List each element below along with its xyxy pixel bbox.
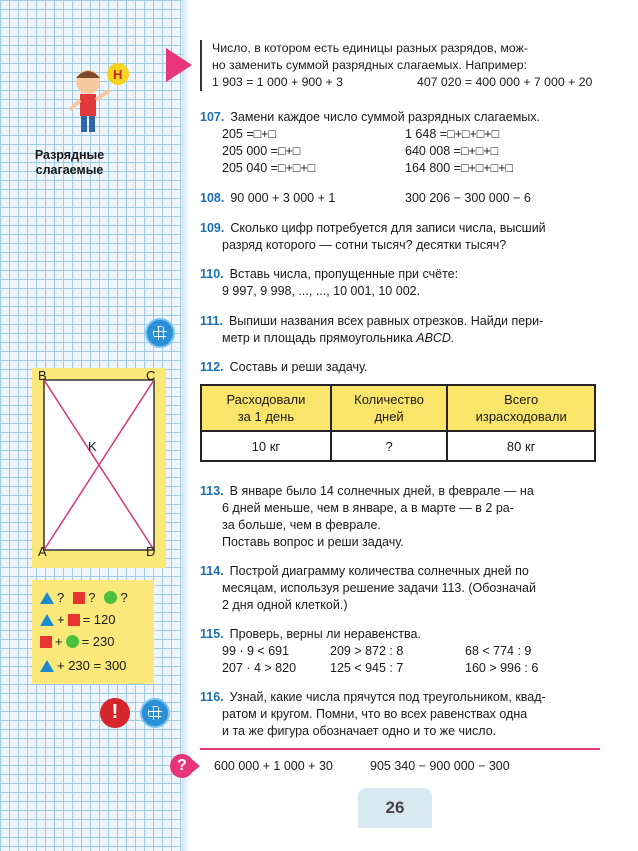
task-text: Выпиши названия всех равных отрезков. Найди пери- (228, 314, 544, 328)
task-text: разряд которого — сотни тысяч? десятки тысяч? (222, 238, 507, 252)
task-text: 6 дней меньше, чем в январе, а в марте — в 2 ра- (222, 501, 514, 515)
task-number: 111. (200, 314, 223, 328)
triangle-icon (40, 614, 54, 626)
task-111 (200, 313, 610, 347)
triangle-icon (40, 660, 54, 672)
task-115 (200, 626, 610, 677)
rule-line-1: Число, в котором есть единицы разных разрядов, мож- (212, 41, 528, 55)
circle-icon (66, 635, 79, 648)
divider (200, 748, 600, 750)
square-icon (68, 614, 80, 626)
task-text: Построй диаграмму количества солнечных дней по (229, 564, 529, 578)
vertex-label-c: C (146, 368, 156, 383)
expr: 90 000 + 3 000 + 1 (230, 191, 336, 205)
rule-pointer-arrow-icon (166, 48, 192, 82)
table-header: Расходовали за 1 день (201, 385, 331, 431)
expr: 205 000 =□+□ (222, 144, 301, 158)
vertex-label-d: D (146, 544, 156, 559)
rule-line-2: но заменить суммой разрядных слагаемых. Например: (212, 58, 527, 72)
task-text: метр и площадь прямоугольника (222, 331, 417, 345)
expr: 205 040 =□+□+□ (222, 161, 316, 175)
triangle-question: ? (57, 590, 65, 605)
task-row (200, 160, 610, 177)
table-cell: 80 кг (447, 431, 595, 461)
task-text: Узнай, какие числа прячутся под треугольником, квад- (229, 690, 546, 704)
task-text: 9 997, 9 998, ..., ..., 10 001, 10 002. (222, 284, 421, 298)
inequality: 160 > 996 : 6 (465, 661, 539, 675)
rectangle-abcd-figure (30, 368, 170, 568)
task-row (200, 643, 610, 660)
rule-example-2: 407 020 = 400 000 + 7 000 + 20 (417, 75, 593, 89)
table-header: Всего израсходовали (447, 385, 595, 431)
task-text: ратом и кругом. Помни, что во всех равенствах одна (222, 707, 528, 721)
task-row (200, 660, 610, 677)
triangle-icon (40, 592, 54, 604)
topic-line-1: Разрядные (34, 148, 105, 162)
task-text: Замени каждое число суммой разрядных слагаемых. (230, 110, 540, 124)
shapes-eq-3 (40, 658, 126, 673)
eq1-value: = 120 (82, 612, 116, 627)
task-109 (200, 220, 610, 254)
inequality: 68 < 774 : 9 (465, 644, 532, 658)
table-cell: 10 кг (201, 431, 331, 461)
task-number: 113. (200, 484, 224, 498)
shapes-eq-2 (40, 634, 115, 649)
task-text: месяцам, используя решение задачи 113. (Обозначай (222, 581, 536, 595)
task-number: 108. (200, 191, 225, 205)
expr: 905 340 − 900 000 − 300 (370, 759, 510, 773)
task-number: 109. (200, 221, 225, 235)
square-icon (40, 636, 52, 648)
task-108 (200, 190, 610, 207)
task-text: 2 дня одной клеткой.) (222, 598, 348, 612)
rule-examples (212, 74, 605, 91)
globe-icon[interactable] (145, 318, 175, 348)
circle-icon (104, 591, 117, 604)
globe-icon[interactable] (140, 698, 170, 728)
task-110 (200, 266, 610, 300)
topic-label (12, 148, 127, 178)
warning-icon[interactable] (100, 698, 130, 728)
shapes-row-1 (40, 590, 128, 605)
page-number: 26 (358, 788, 432, 828)
shapes-puzzle-panel (32, 580, 154, 684)
task-number: 107. (200, 110, 225, 124)
vertex-label-b: B (38, 368, 47, 383)
task-116 (200, 689, 610, 740)
expr: 600 000 + 1 000 + 30 (214, 759, 333, 773)
eq3-value: + 230 = 300 (57, 658, 127, 673)
eq2-value: = 230 (81, 634, 115, 649)
task-number: 110. (200, 267, 224, 281)
task-row (200, 126, 610, 143)
topic-badge-letter: Н (113, 67, 123, 82)
task-row (200, 143, 610, 160)
task-text: за больше, чем в феврале. (222, 518, 381, 532)
inequality: 125 < 945 : 7 (330, 661, 404, 675)
rule-example-1: 1 903 = 1 000 + 900 + 3 (212, 75, 343, 89)
task-107 (200, 109, 610, 177)
rule-note (200, 40, 605, 91)
expr: 205 =□+□ (222, 127, 277, 141)
task-number: 112. (200, 360, 224, 374)
inequality: 209 > 872 : 8 (330, 644, 404, 658)
expr: 164 800 =□+□+□+□ (405, 161, 514, 175)
inequality: 99 · 9 < 691 (222, 644, 290, 658)
vertex-label-a: A (38, 544, 47, 559)
task-text: Проверь, верны ли неравенства. (229, 627, 421, 641)
figure-name: ABCD. (416, 331, 455, 345)
margin-edge (182, 0, 190, 851)
warning-symbol: ! (111, 701, 119, 723)
expr: 640 008 =□+□+□ (405, 144, 499, 158)
expr: 300 206 − 300 000 − 6 (405, 191, 531, 205)
task-text: Составь и реши задачу. (229, 360, 368, 374)
task-text: Вставь числа, пропущенные при счёте: (229, 267, 459, 281)
task-114 (200, 563, 610, 614)
schoolboy-icon (62, 60, 134, 140)
square-question: ? (88, 590, 96, 605)
question-icon: ? (170, 754, 194, 778)
question-arrow-icon (188, 756, 200, 776)
plus-sign: + (57, 612, 65, 627)
task-number: 115. (200, 627, 224, 641)
task-113 (200, 483, 610, 551)
problem-table (200, 384, 596, 462)
inequality: 207 · 4 > 820 (222, 661, 297, 675)
task-text: Поставь вопрос и реши задачу. (222, 535, 404, 549)
plus-sign: + (55, 634, 63, 649)
task-number: 114. (200, 564, 224, 578)
expr: 1 648 =□+□+□+□ (405, 127, 500, 141)
vertex-label-k: K (88, 439, 97, 454)
square-icon (73, 592, 85, 604)
task-number: 116. (200, 690, 224, 704)
task-text: и та же фигура обозначает одно и то же число. (222, 724, 497, 738)
table-header: Количество дней (331, 385, 448, 431)
shapes-eq-1 (40, 612, 116, 627)
task-112 (200, 359, 610, 376)
topic-line-2: слагаемые (35, 163, 104, 177)
task-text: В январе было 14 солнечных дней, в феврале — на (229, 484, 534, 498)
table-cell: ? (331, 431, 448, 461)
task-text: Сколько цифр потребуется для записи числа, высший (230, 221, 546, 235)
extra-task (200, 758, 610, 775)
circle-question: ? (120, 590, 128, 605)
